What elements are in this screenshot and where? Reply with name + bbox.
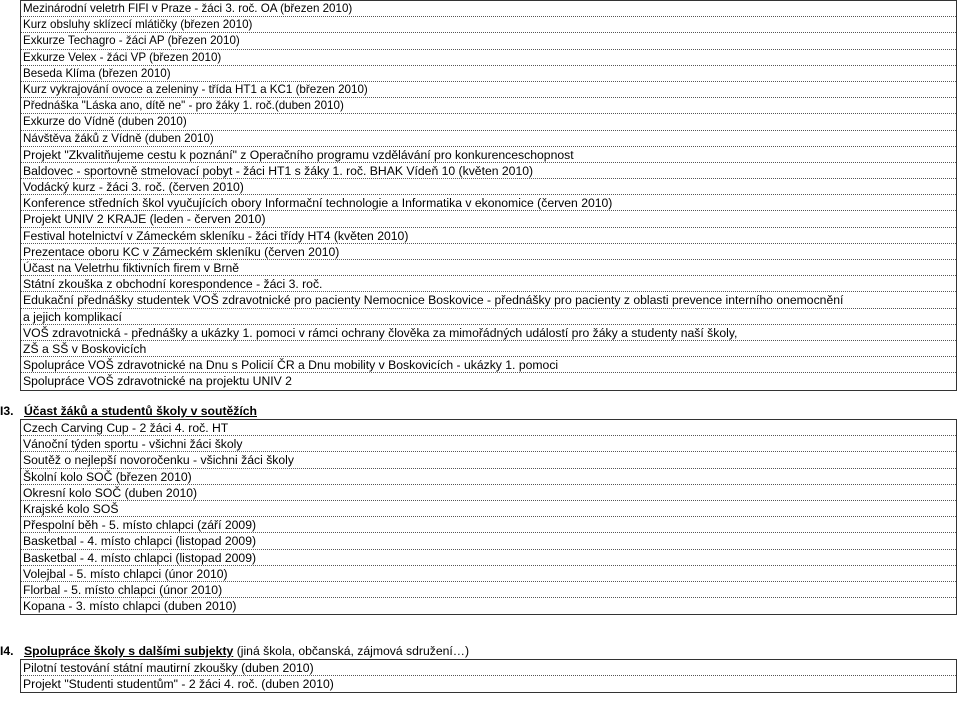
- activity-row: Spolupráce VOŠ zdravotnické na projektu UNIV 2: [23, 374, 292, 389]
- activity-row: Festival hotelnictví v Zámeckém skleníku - žáci třídy HT4 (květen 2010): [21, 228, 956, 244]
- competition-row: Okresní kolo SOČ (duben 2010): [21, 485, 956, 501]
- activity-row: Státní zkouška z obchodní korespondence - žáci 3. roč.: [21, 276, 956, 292]
- activity-row: Spolupráce VOŠ zdravotnické na Dnu s Policií ČR a Dnu mobility v Boskovicích - ukázky 1. pomoci: [21, 357, 956, 373]
- section-4-subtitle: (jiná škola, občanská, zájmová sdružení…): [233, 644, 470, 658]
- activity-row: Exkurze Techagro - žáci AP (březen 2010): [21, 33, 956, 49]
- section-4-number: I4.: [0, 644, 14, 658]
- section-4-heading: [24, 643, 469, 659]
- competition-row: Basketbal - 4. místo chlapci (listopad 2009): [21, 533, 956, 549]
- section-3-number: I3.: [0, 404, 14, 418]
- competition-row: Vánoční týden sportu - všichni žáci školy: [21, 436, 956, 452]
- competition-row: Florbal - 5. místo chlapci (únor 2010): [21, 582, 956, 598]
- activity-row: VOŠ zdravotnická - přednášky a ukázky 1. pomoci v rámci ochrany člověka za mimořádných událostí pro žáky a studenty naší školy,: [21, 325, 956, 341]
- activity-row: Projekt UNIV 2 KRAJE (leden - červen 2010): [21, 211, 956, 227]
- cooperation-row: Pilotní testování státní mautirní zkoušky (duben 2010): [21, 660, 956, 676]
- activity-row: Exkurze do Vídně (duben 2010): [21, 114, 956, 130]
- activity-row: Baldovec - sportovně stmelovací pobyt - žáci HT1 s žáky 1. roč. BHAK Vídeň 10 (květen 2010): [21, 163, 956, 179]
- competition-row: Volejbal - 5. místo chlapci (únor 2010): [21, 566, 956, 582]
- activity-row: Mezinárodní veletrh FIFI v Praze - žáci 3. roč. OA (březen 2010): [21, 1, 956, 17]
- activity-row: Edukační přednášky studentek VOŠ zdravotnické pro pacienty Nemocnice Boskovice - přednášky pro pacienty z oblasti prevence interního onemocnění: [21, 292, 956, 308]
- section-3-heading: [24, 403, 257, 419]
- competition-row: Kopana - 3. místo chlapci (duben 2010): [23, 599, 237, 614]
- competition-row: Přespolní běh - 5. místo chlapci (září 2009): [21, 517, 956, 533]
- activity-row: Přednáška "Láska ano, dítě ne" - pro žáky 1. roč.(duben 2010): [21, 98, 956, 114]
- activities-table: [20, 0, 957, 391]
- competition-row: Školní kolo SOČ (březen 2010): [21, 469, 956, 485]
- activity-row: Prezentace oboru KC v Zámeckém skleníku (červen 2010): [21, 244, 956, 260]
- competition-row: Soutěž o nejlepší novoročenku - všichni žáci školy: [21, 452, 956, 468]
- activity-row: Vodácký kurz - žáci 3. roč. (červen 2010): [21, 179, 956, 195]
- cooperation-table: [20, 659, 957, 693]
- activity-row: Kurz vykrajování ovoce a zeleniny - třída HT1 a KC1 (březen 2010): [21, 82, 956, 98]
- section-3-title: Účast žáků a studentů školy v soutěžích: [24, 404, 257, 418]
- competition-row: Krajské kolo SOŠ: [21, 501, 956, 517]
- activity-row: Konference středních škol vyučujících obory Informační technologie a Informatika v ekonomice (červen 2010): [21, 195, 956, 211]
- section-4-title: Spolupráce školy s dalšími subjekty: [24, 644, 234, 658]
- activity-row: Projekt "Zkvalitňujeme cestu k poznání" z Operačního programu vzdělávání pro konkurenceschopnost: [21, 147, 956, 163]
- activity-row: Beseda Klíma (březen 2010): [21, 66, 956, 82]
- competitions-table: [20, 419, 957, 615]
- activity-row: Návštěva žáků z Vídně (duben 2010): [21, 131, 956, 147]
- activity-row: Účast na Veletrhu fiktivních firem v Brně: [21, 260, 956, 276]
- activity-row: a jejich komplikací: [21, 309, 956, 325]
- competition-row: Basketbal - 4. místo chlapci (listopad 2009): [21, 550, 956, 566]
- activity-row: Kurz obsluhy sklízecí mlátičky (březen 2010): [21, 17, 956, 33]
- competition-row: Czech Carving Cup - 2 žáci 4. roč. HT: [21, 420, 956, 436]
- activity-row: Exkurze Velex - žáci VP (březen 2010): [21, 50, 956, 66]
- activity-row: ZŠ a SŠ v Boskovicích: [21, 341, 956, 357]
- cooperation-row: Projekt "Studenti studentům" - 2 žáci 4. roč. (duben 2010): [23, 677, 334, 692]
